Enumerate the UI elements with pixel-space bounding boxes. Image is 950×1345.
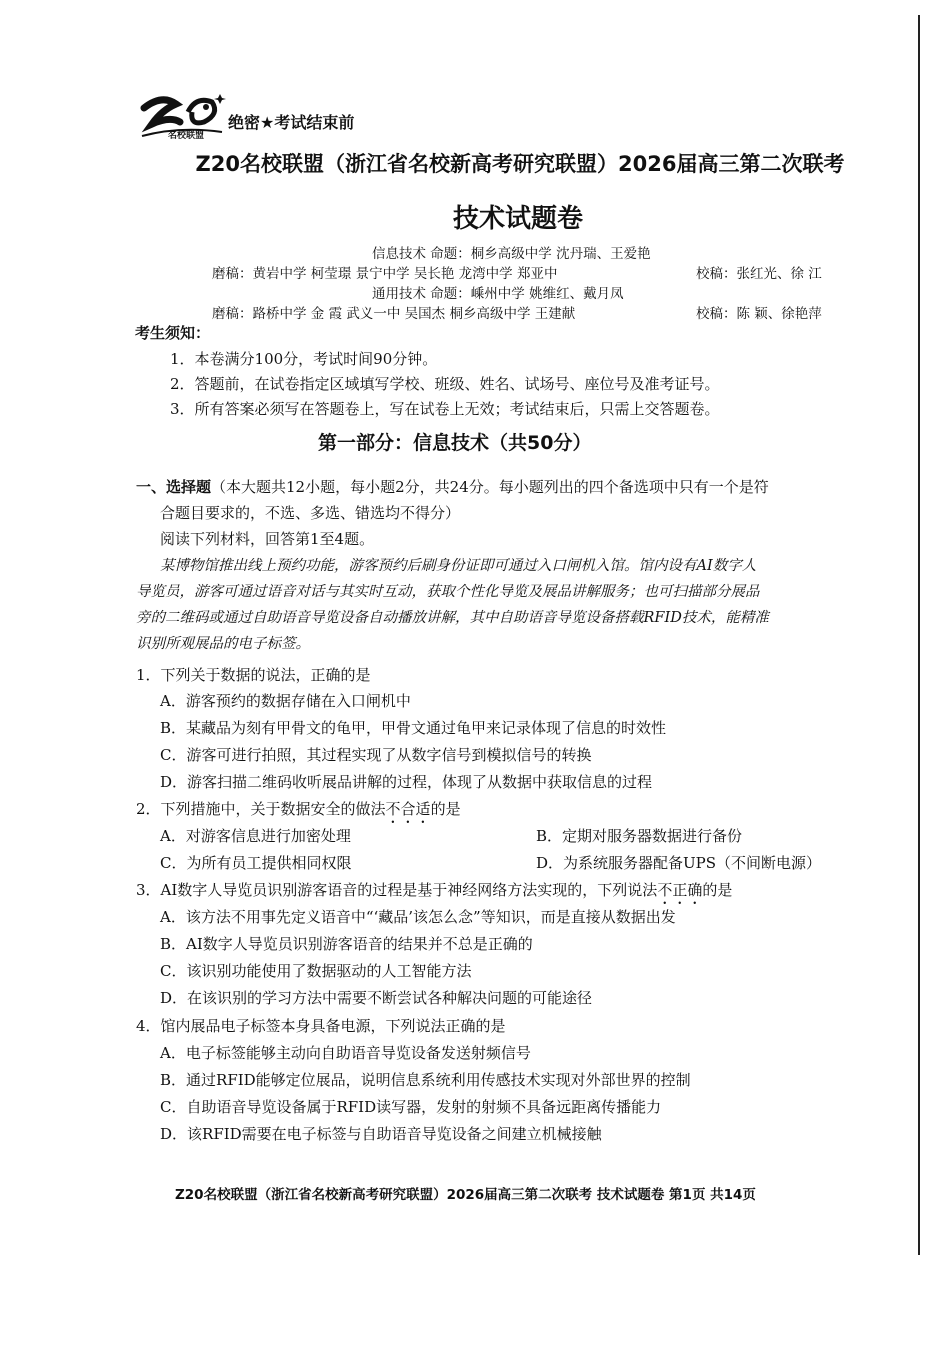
question-2-stem [136,798,461,827]
question-4-stem: 4．馆内展品电子标签本身具备电源，下列说法正确的是 [136,1017,506,1035]
question-1-stem: 1．下列关于数据的说法，正确的是 [136,666,371,684]
question-4-option-c: C．自助语音导览设备属于RFID读写器，发射的射频不具备远距离传播能力 [160,1098,662,1116]
question-3-option-d: D．在该识别的学习方法中需要不断尝试各种解决问题的可能途径 [160,989,593,1007]
question-2-stem-end: 的是 [430,800,461,818]
question-3-option-c: C．该识别功能使用了数据驱动的人工智能方法 [160,962,472,980]
question-1-option-b: B．某藏品为刻有甲骨文的龟甲，甲骨文通过龟甲来记录体现了信息的时效性 [160,719,667,737]
page-footer: Z20名校联盟（浙江省名校新高考研究联盟）2026届高三第二次联考 技术试题卷 第1页 共14页 [175,1187,756,1203]
confidential-label: 绝密★考试结束前 [228,113,355,132]
credit-it-proofreaders: 校稿：张红光、徐 江 [696,266,822,282]
question-3-stem [136,879,732,908]
question-2-option-d: D．为系统服务器配备UPS（不间断电源） [536,854,822,872]
question-3-stem-end: 的是 [702,881,733,899]
notice-item: 3．所有答案必须写在答题卷上，写在试卷上无效；考试结束后，只需上交答题卷。 [170,400,720,418]
choice-section-label: 一、选择题 [136,478,212,496]
logo-caption: 名校联盟 [168,131,205,141]
paper-title: 技术试题卷 [452,204,583,234]
choice-section-heading [136,476,769,497]
question-3-stem-text: 3．AI数字人导览员识别游客语音的过程是基于神经网络方法实现的，下列说法 [136,881,658,899]
notice-title: 考生须知： [135,324,211,342]
question-2-option-b: B．定期对服务器数据进行备份 [536,827,743,845]
question-4-option-a: A．电子标签能够主动向自助语音导览设备发送射频信号 [160,1044,531,1062]
question-4-option-b: B．通过RFID能够定位展品，说明信息系统利用传感技术实现对外部世界的控制 [160,1071,691,1089]
material-paragraph-line: 识别所观展品的电子标签。 [136,636,310,652]
material-paragraph-line: 旁的二维码或通过自助语音导览设备自动播放讲解，其中自助语音导览设备搭载RFID技术，能精准 [136,610,769,626]
question-3-option-b: B．AI数字人导览员识别游客语音的结果并不总是正确的 [160,935,533,953]
choice-section-desc-cont: 合题目要求的，不选、多选、错选均不得分） [160,504,461,522]
question-2-option-a: A．对游客信息进行加密处理 [160,827,351,845]
credit-it-authors: 信息技术 命题：桐乡高级中学 沈丹瑞、王爱艳 [372,246,651,262]
question-1-option-d: D．游客扫描二维码收听展品讲解的过程，体现了从数据中获取信息的过程 [160,773,653,791]
material-paragraph-line: 某博物馆推出线上预约功能，游客预约后刷身份证即可通过入口闸机入馆。馆内设有AI数字人 [160,558,757,574]
credit-gt-reviewers: 磨稿：路桥中学 金 霞 武义一中 吴国杰 桐乡高级中学 王建献 [212,306,576,322]
credit-it-reviewers: 磨稿：黄岩中学 柯莹璟 景宁中学 吴长艳 龙湾中学 郑亚中 [212,266,558,282]
question-1-option-c: C．游客可进行拍照，其过程实现了从数字信号到模拟信号的转换 [160,746,592,764]
exam-title: Z20名校联盟（浙江省名校新高考研究联盟）2026届高三第二次联考 [195,152,845,176]
question-3-emphasis: 不正确 [657,881,703,899]
question-2-emphasis: 不合适 [385,800,431,818]
credit-gt-authors: 通用技术 命题：嵊州中学 姚维红、戴月凤 [372,286,624,302]
section-title: 第一部分：信息技术（共50分） [318,432,592,454]
question-2-option-c: C．为所有员工提供相同权限 [160,854,352,872]
notice-item: 2．答题前，在试卷指定区域填写学校、班级、姓名、试场号、座位号及准考证号。 [170,375,720,393]
choice-section-desc: （本大题共12小题，每小题2分，共24分。每小题列出的四个备选项中只有一个是符 [211,478,769,496]
question-1-option-a: A．游客预约的数据存储在入口闸机中 [160,692,411,710]
question-2-stem-text: 2．下列措施中，关于数据安全的做法 [136,800,386,818]
credit-gt-proofreaders: 校稿：陈 颖、徐艳萍 [696,306,822,322]
question-4-option-d: D．该RFID需要在电子标签与自助语音导览设备之间建立机械接触 [160,1125,602,1143]
material-paragraph-line: 导览员，游客可通过语音对话与其实时互动，获取个性化导览及展品讲解服务；也可扫描部分展品 [136,584,760,600]
read-prompt: 阅读下列材料，回答第1至4题。 [160,530,375,548]
question-3-option-a: A．该方法不用事先定义语音中“‘藏品’该怎么念”等知识，而是直接从数据出发 [160,908,676,926]
notice-item: 1．本卷满分100分，考试时间90分钟。 [170,350,438,368]
